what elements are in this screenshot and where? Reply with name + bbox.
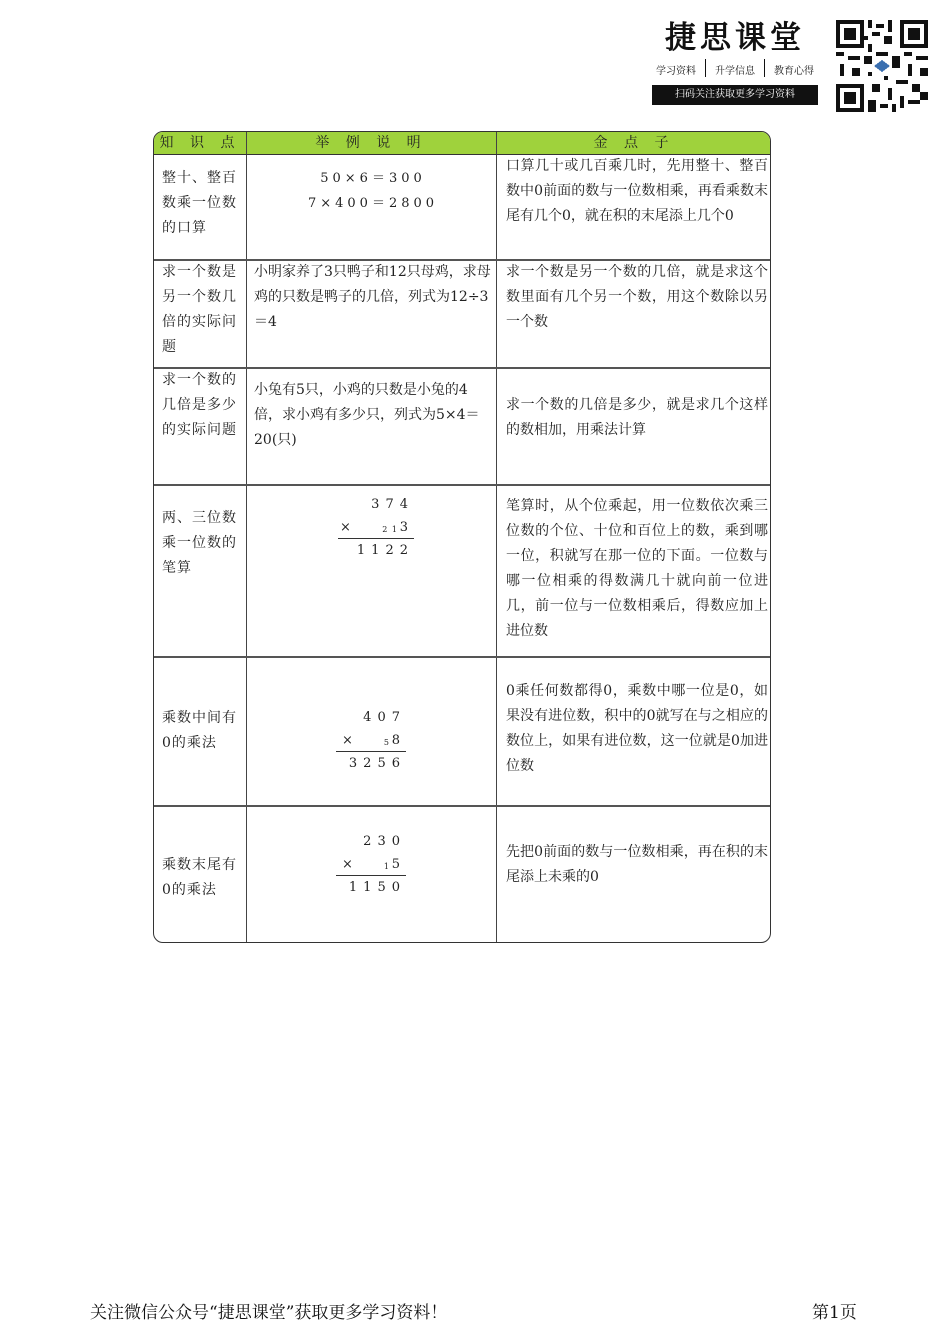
brand-tag: 教育心得 xyxy=(774,66,814,77)
calc-operator: × xyxy=(340,520,357,535)
row-tip: 0乘任何数都得0，乘数中哪一位是0，如果没有进位数，积中的0就写在与之相应的数位上，如果有进位数，这一位就是0加进位数 xyxy=(506,683,768,774)
row-topic: 求一个数的几倍是多少的实际问题 xyxy=(162,372,237,438)
header-example: 举 例 说 明 xyxy=(315,135,427,151)
calc-rule xyxy=(336,875,406,876)
row-topic: 两、三位数乘一位数的笔算 xyxy=(162,510,237,576)
row-tip: 求一个数是另一个数的几倍，就是求这个数里面有几个另一个数，用这个数除以另一个数 xyxy=(506,264,768,330)
header-tip: 金 点 子 xyxy=(593,135,675,151)
row-topic: 求一个数是另一个数几倍的实际问题 xyxy=(162,264,237,355)
row-divider xyxy=(154,484,770,486)
row-divider xyxy=(154,367,770,369)
brand-block xyxy=(652,18,818,105)
brand-tag: 学习资料 xyxy=(656,66,696,77)
row-tip: 口算几十或几百乘几时，先用整十、整百数中0前面的数与一位数相乘，再看乘数末尾有几个0，就在积的末尾添上几个0 xyxy=(506,158,768,224)
calc-carry: 2 1 xyxy=(382,525,398,534)
calc-result: 1150 xyxy=(348,880,406,895)
calc-multiplier: 5 xyxy=(391,857,406,872)
header-topic: 知 识 点 xyxy=(159,135,241,151)
row-tip: 先把0前面的数与一位数相乘，再在积的末尾添上未乘的0 xyxy=(506,844,768,885)
row-tip: 笔算时，从个位乘起，用一位数依次乘三位数的个位、十位和百位上的数，乘到哪一位，积就写在那一位的下面。一位数与哪一位相乘的得数满几十就向前一位进几，前一位与一位数相乘后，得数应加上进位数 xyxy=(506,498,768,639)
calc-multiplicand: 374 xyxy=(371,497,414,512)
row-example: 小兔有5只，小鸡的只数是小兔的4倍，求小鸡有多少只，列式为5×4＝20(只) xyxy=(254,382,480,448)
calc-result: 1122 xyxy=(356,543,414,558)
vertical-calculation xyxy=(334,497,414,567)
calc-multiplier: 8 xyxy=(391,733,406,748)
calc-rule xyxy=(336,751,406,752)
brand-tag: 升学信息 xyxy=(715,66,755,77)
column-divider xyxy=(246,132,247,942)
vertical-calculation xyxy=(336,834,406,904)
calc-operator: × xyxy=(342,857,359,872)
calc-multiplier: 3 xyxy=(399,520,414,535)
brand-banner: 扫码关注获取更多学习资料 xyxy=(652,85,818,105)
calc-result: 3256 xyxy=(348,756,406,771)
brand-title: 捷思课堂 xyxy=(665,20,805,56)
row-topic: 乘数中间有0的乘法 xyxy=(162,710,237,751)
calc-carry: 5 xyxy=(383,738,390,747)
page-number: 第1页 xyxy=(812,1303,857,1323)
footer-promo: 关注微信公众号“捷思课堂”获取更多学习资料！ xyxy=(90,1303,448,1323)
row-topic: 整十、整百数乘一位数的口算 xyxy=(162,170,237,236)
row-divider xyxy=(154,805,770,807)
knowledge-table xyxy=(153,131,771,943)
brand-tags xyxy=(652,62,818,77)
vertical-calculation xyxy=(336,710,406,780)
divider xyxy=(764,59,765,77)
example-line: 50×6＝300 xyxy=(320,171,426,186)
calc-rule xyxy=(338,538,414,539)
calc-operator: × xyxy=(342,733,359,748)
row-divider xyxy=(154,656,770,658)
example-line: 7×400＝2800 xyxy=(307,196,439,211)
column-divider xyxy=(496,132,497,942)
calc-multiplicand: 407 xyxy=(363,710,406,725)
row-example: 小明家养了3只鸭子和12只母鸡，求母鸡的只数是鸭子的几倍，列式为12÷3＝4 xyxy=(254,264,491,330)
divider xyxy=(705,59,706,77)
row-topic: 乘数末尾有0的乘法 xyxy=(162,857,237,898)
calc-carry: 1 xyxy=(383,862,390,871)
qr-code-icon xyxy=(836,20,928,112)
row-tip: 求一个数的几倍是多少，就是求几个这样的数相加，用乘法计算 xyxy=(506,397,768,438)
calc-multiplicand: 230 xyxy=(363,834,406,849)
